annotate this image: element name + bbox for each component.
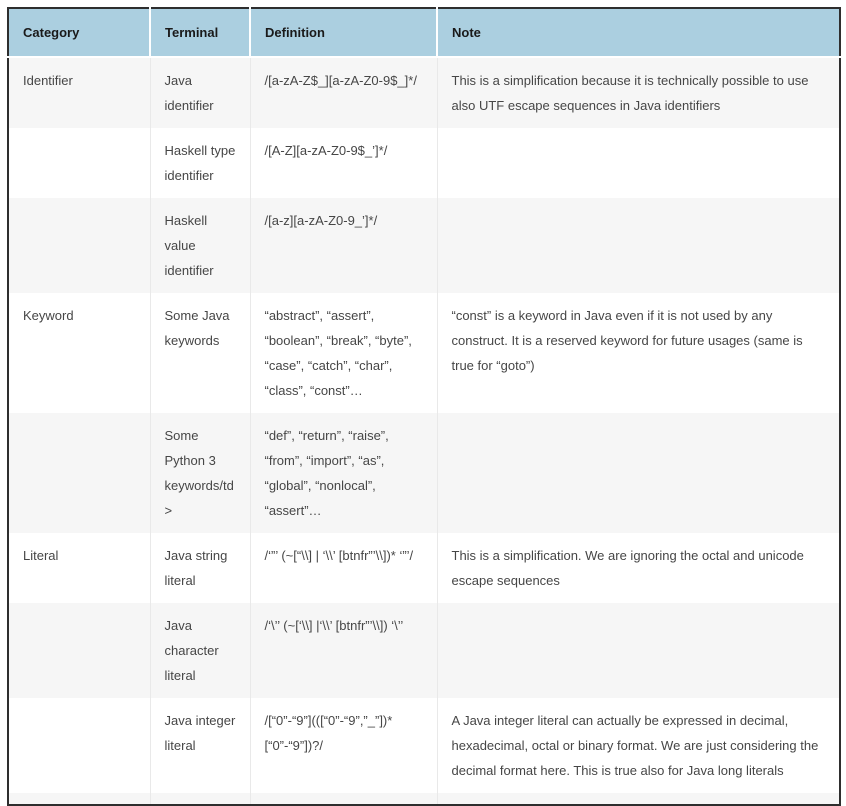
cell-definition: /[a-z][a-zA-Z0-9_’]*/ — [250, 198, 437, 293]
table-row-partial — [8, 793, 840, 805]
cell-definition: /[a-zA-Z$_][a-zA-Z0-9$_]*/ — [250, 57, 437, 128]
table-row — [8, 603, 840, 698]
cell-category — [8, 603, 150, 698]
cell-category — [8, 793, 150, 805]
header-cell-terminal: Terminal — [150, 8, 250, 57]
cell-note — [437, 603, 840, 698]
cell-terminal: Haskell type identifier — [150, 128, 250, 198]
header-cell-note: Note — [437, 8, 840, 57]
cell-terminal: Java integer literal — [150, 698, 250, 793]
cell-definition: “abstract”, “assert”, “boolean”, “break”, “byte”, “case”, “catch”, “char”, “class”, “const”… — [250, 293, 437, 413]
cell-note — [437, 413, 840, 533]
cell-note — [437, 198, 840, 293]
cell-terminal — [150, 793, 250, 805]
cell-category — [8, 128, 150, 198]
cell-category: Keyword — [8, 293, 150, 413]
cell-terminal: Haskell value identifier — [150, 198, 250, 293]
cell-note: This is a simplification because it is technically possible to use also UTF escape sequences in Java identifiers — [437, 57, 840, 128]
header-cell-definition: Definition — [250, 8, 437, 57]
table-row — [8, 57, 840, 128]
table-row — [8, 413, 840, 533]
cell-category — [8, 413, 150, 533]
cell-terminal: Some Python 3 keywords/td> — [150, 413, 250, 533]
table-header-row — [8, 8, 840, 57]
table-row — [8, 293, 840, 413]
cell-note: “const” is a keyword in Java even if it is not used by any construct. It is a reserved keyword for future usages (same is true for “goto”) — [437, 293, 840, 413]
cell-definition: “def”, “return”, “raise”, “from”, “import”, “as”, “global”, “nonlocal”, “assert”… — [250, 413, 437, 533]
terminals-table — [7, 7, 841, 806]
cell-category — [8, 698, 150, 793]
table-row — [8, 198, 840, 293]
table-row — [8, 698, 840, 793]
cell-terminal: Some Java keywords — [150, 293, 250, 413]
cell-terminal: Java identifier — [150, 57, 250, 128]
table-row — [8, 533, 840, 603]
cell-note: A Java integer literal can actually be expressed in decimal, hexadecimal, octal or binary format. We are just considering the decimal format here. This is true also for Java long literals — [437, 698, 840, 793]
cell-definition: /[“0”-“9”](([“0”-“9”,”_”])* [“0”-“9”])?/ — [250, 698, 437, 793]
cell-definition: /‘\’’ (~[‘\\] |‘\\’ [btnfr”’\\]) ‘\’’ — [250, 603, 437, 698]
cell-terminal: Java string literal — [150, 533, 250, 603]
cell-terminal: Java character literal — [150, 603, 250, 698]
cell-definition: /‘”’ (~[“\\] | ‘\\’ [btnfr”’\\])* ‘”’/ — [250, 533, 437, 603]
cell-definition: /[A-Z][a-zA-Z0-9$_’]*/ — [250, 128, 437, 198]
cell-note — [437, 793, 840, 805]
cell-note — [437, 128, 840, 198]
cell-category: Literal — [8, 533, 150, 603]
cell-category — [8, 198, 150, 293]
cell-definition — [250, 793, 437, 805]
header-cell-category: Category — [8, 8, 150, 57]
cell-category: Identifier — [8, 57, 150, 128]
table-row — [8, 128, 840, 198]
cell-note: This is a simplification. We are ignoring the octal and unicode escape sequences — [437, 533, 840, 603]
